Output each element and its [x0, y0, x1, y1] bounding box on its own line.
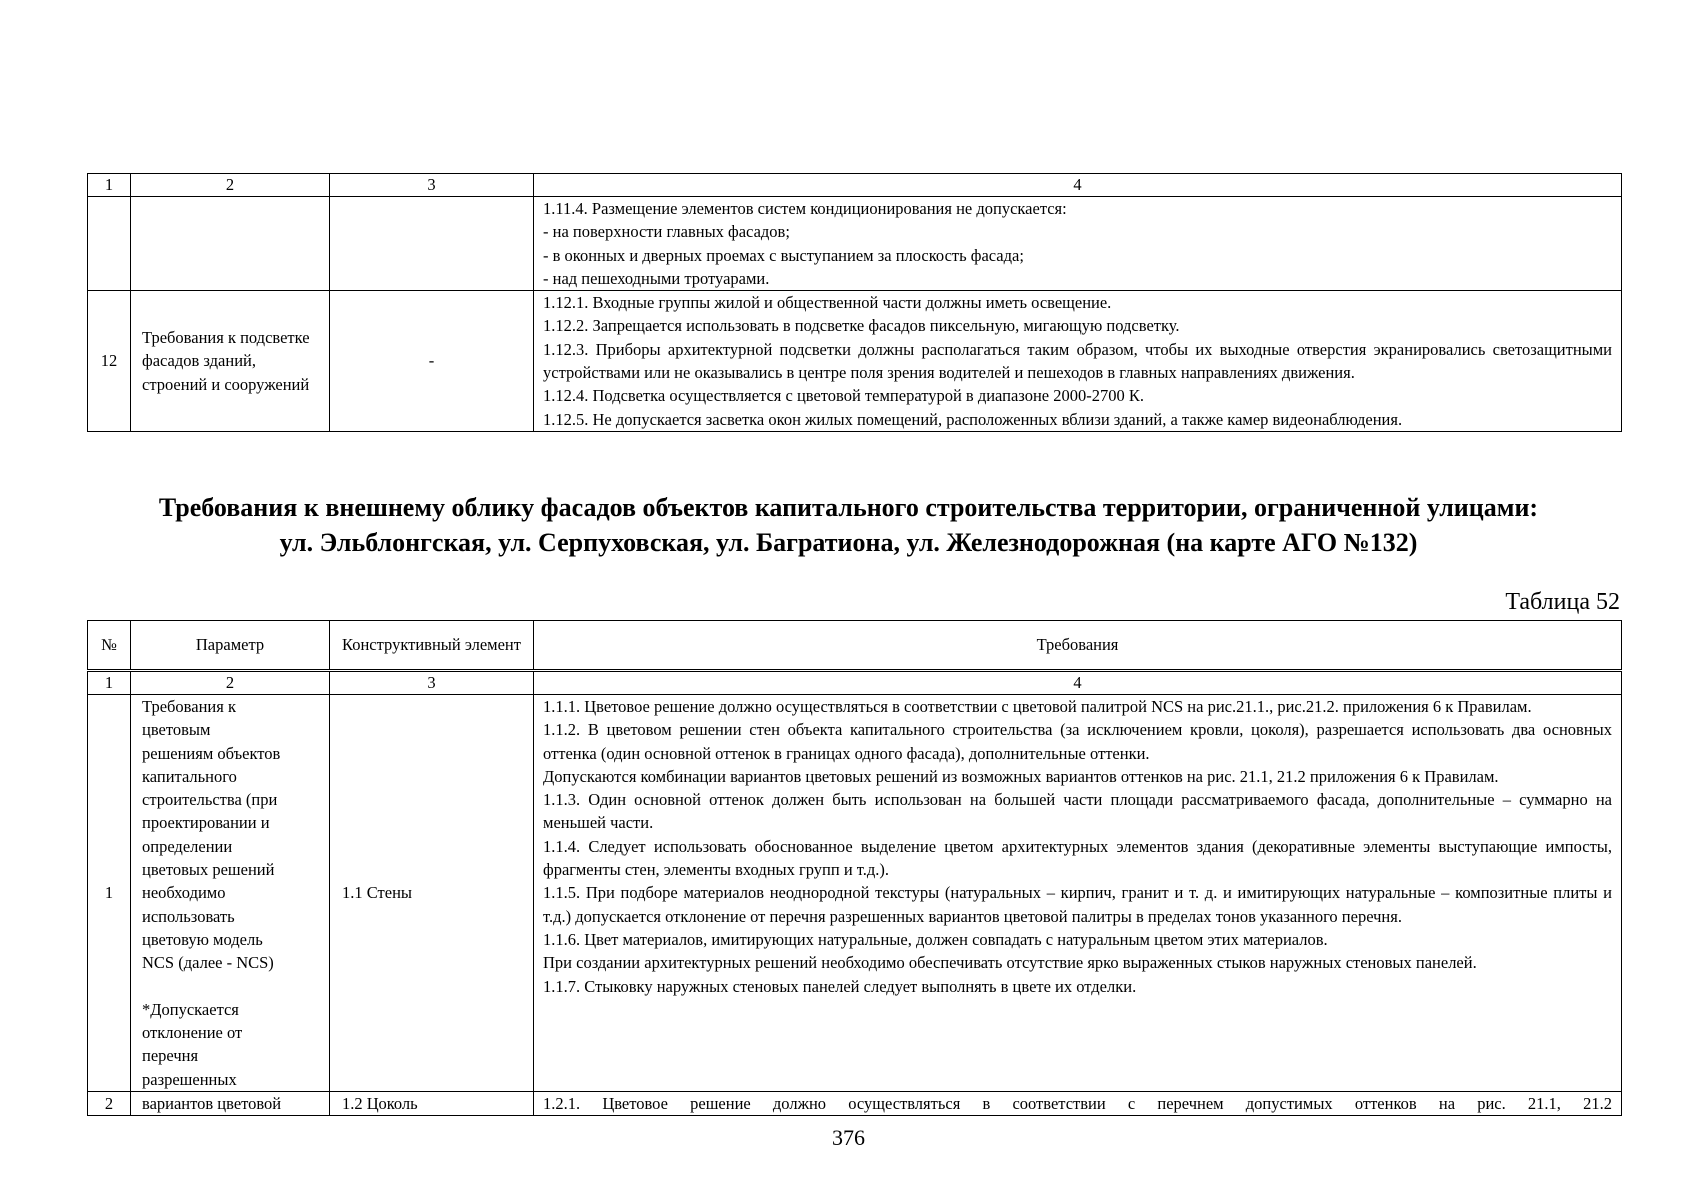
parameter-line: определении [142, 836, 233, 856]
parameter-line: решениям объектов [142, 743, 281, 763]
parameter-line: NCS (далее - NCS) [142, 953, 274, 973]
col-number-1: 1 [88, 174, 131, 197]
requirement-item: 1.1.3. Один основной оттенок должен быть использован на большей части площади рассматриваемого фасада, дополнительные – суммарно на меньшей части. [543, 790, 1612, 833]
row-number: 12 [88, 291, 131, 432]
row-parameter: Требования к подсветке фасадов зданий, строений и сооружений [131, 291, 330, 432]
table-row [88, 1092, 1622, 1116]
column-header-requirements: Требования [534, 621, 1622, 670]
requirement-item: 1.11.4. Размещение элементов систем кондиционирования не допускается: [543, 199, 1067, 218]
main-table-header [87, 620, 1622, 670]
row-number: 2 [88, 1092, 131, 1116]
parameter-line: разрешенных [142, 1069, 237, 1089]
row-element [330, 197, 534, 291]
parameter-line: необходимо [142, 883, 226, 903]
requirement-item: 1.1.4. Следует использовать обоснованное выделение цветом архитектурных элементов здания (декоративные элементы выступающие импосты, фрагменты стен, элементы входных групп и т.д.). [543, 836, 1612, 880]
requirement-item: 1.1.1. Цветовое решение должно осуществляться в соответствии с цветовой палитрой NCS на рис.21.1., рис.21.2. приложения 6 к Правилам. [543, 697, 1532, 716]
column-header-parameter: Параметр [131, 621, 330, 670]
requirement-item: - в оконных и дверных проемах с выступанием за плоскость фасада; [543, 245, 1024, 265]
row-requirements: 1.2.1. Цветовое решение должно осуществляться в соответствии с перечнем допустимых оттенков на рис. 21.1, 21.2 [534, 1092, 1622, 1116]
row-element: 1.1 Стены [330, 695, 534, 1092]
column-header-number: № [88, 621, 131, 670]
table-row [88, 695, 1622, 1092]
parameter-line: *Допускается [142, 999, 239, 1019]
parameter-line [142, 975, 320, 998]
section-heading-line: Требования к внешнему облику фасадов объектов капитального строительства территории, ограниченной улицами: [158, 493, 1539, 522]
page-number: 376 [832, 1125, 865, 1150]
requirement-item: 1.12.5. Не допускается засветка окон жилых помещений, расположенных вблизи зданий, а также камер видеонаблюдения. [543, 409, 1403, 429]
parameter-line: использовать [142, 906, 235, 926]
row-element: 1.2 Цоколь [330, 1092, 534, 1116]
parameter-line: цветовым [142, 720, 211, 740]
column-header-row [88, 621, 1622, 670]
col-number-2: 2 [131, 672, 330, 695]
requirement-item: - на поверхности главных фасадов; [543, 222, 790, 242]
requirement-item: 1.12.1. Входные группы жилой и общественной части должны иметь освещение. [543, 293, 1112, 313]
requirement-item: 1.1.7. Стыковку наружных стеновых панелей следует выполнять в цвете их отделки. [543, 976, 1137, 996]
row-parameter: вариантов цветовой [131, 1092, 330, 1116]
row-requirements [534, 197, 1622, 291]
column-number-row [88, 672, 1622, 695]
continuation-table [87, 173, 1622, 432]
col-number-3: 3 [330, 174, 534, 197]
requirement-item: 1.12.3. Приборы архитектурной подсветки должны располагаться таким образом, чтобы их выходные отверстия экранировались светозащитными устройствами или не оказывались в центре поля зрения водителей и пешеходов в главных направлениях движения. [543, 339, 1612, 383]
table-row [88, 291, 1622, 432]
row-number [88, 197, 131, 291]
requirement-item: При создании архитектурных решений необходимо обеспечивать отсутствие ярко выраженных стыков наружных стеновых панелей. [543, 953, 1477, 973]
row-parameter [131, 695, 330, 1092]
row-requirements [534, 695, 1622, 1092]
parameter-line: цветовых решений [142, 860, 275, 880]
section-heading-line: ул. Эльблонгская, ул. Серпуховская, ул. Багратиона, ул. Железнодорожная (на карте АГО №132) [279, 528, 1418, 557]
parameter-line: строительства (при [142, 790, 278, 810]
requirement-item: 1.12.2. Запрещается использовать в подсветке фасадов пиксельную, мигающую подсветку. [543, 316, 1180, 336]
column-number-row [88, 174, 1622, 197]
row-requirements [534, 291, 1622, 432]
col-number-1: 1 [88, 672, 131, 695]
column-header-element: Конструктивный элемент [330, 621, 534, 670]
col-number-2: 2 [131, 174, 330, 197]
parameter-line: цветовую модель [142, 929, 263, 949]
col-number-3: 3 [330, 672, 534, 695]
col-number-4: 4 [534, 672, 1622, 695]
row-parameter [131, 197, 330, 291]
parameter-line: перечня [142, 1046, 199, 1066]
requirement-item: 1.1.5. При подборе материалов неоднородной текстуры (натуральных – кирпич, гранит и т. д. и имитирующих натуральные – композитные плиты и т.д.) допускается отклонение от перечня разрешенных вариантов цветовой палитры в пределах тонов указанного перечня. [543, 883, 1612, 926]
table-caption: Таблица 52 [1505, 589, 1620, 615]
parameter-line: отклонение от [142, 1023, 243, 1043]
requirement-item: 1.12.4. Подсветка осуществляется с цветовой температурой в диапазоне 2000-2700 К. [543, 386, 1145, 406]
row-number: 1 [88, 695, 131, 1092]
row-element: - [330, 291, 534, 432]
parameter-line: проектировании и [142, 813, 270, 833]
requirement-item: Допускаются комбинации вариантов цветовых решений из возможных вариантов оттенков на рис. 21.1, 21.2 приложения 6 к Правилам. [543, 766, 1499, 786]
parameter-line: Требования к [142, 697, 236, 716]
requirement-item: - над пешеходными тротуарами. [543, 268, 770, 288]
section-heading [60, 490, 1637, 560]
col-number-4: 4 [534, 174, 1622, 197]
requirement-item: 1.1.2. В цветовом решении стен объекта капитального строительства (за исключением кровли, цоколя), разрешается использовать два основных оттенка (один основной оттенок в границах одного фасада), дополнительные оттенки. [543, 720, 1612, 763]
table-row [88, 197, 1622, 291]
parameter-line: капитального [142, 766, 237, 786]
main-table [87, 671, 1622, 1116]
requirement-item: 1.1.6. Цвет материалов, имитирующих натуральные, должен совпадать с натуральным цветом этих материалов. [543, 929, 1328, 949]
